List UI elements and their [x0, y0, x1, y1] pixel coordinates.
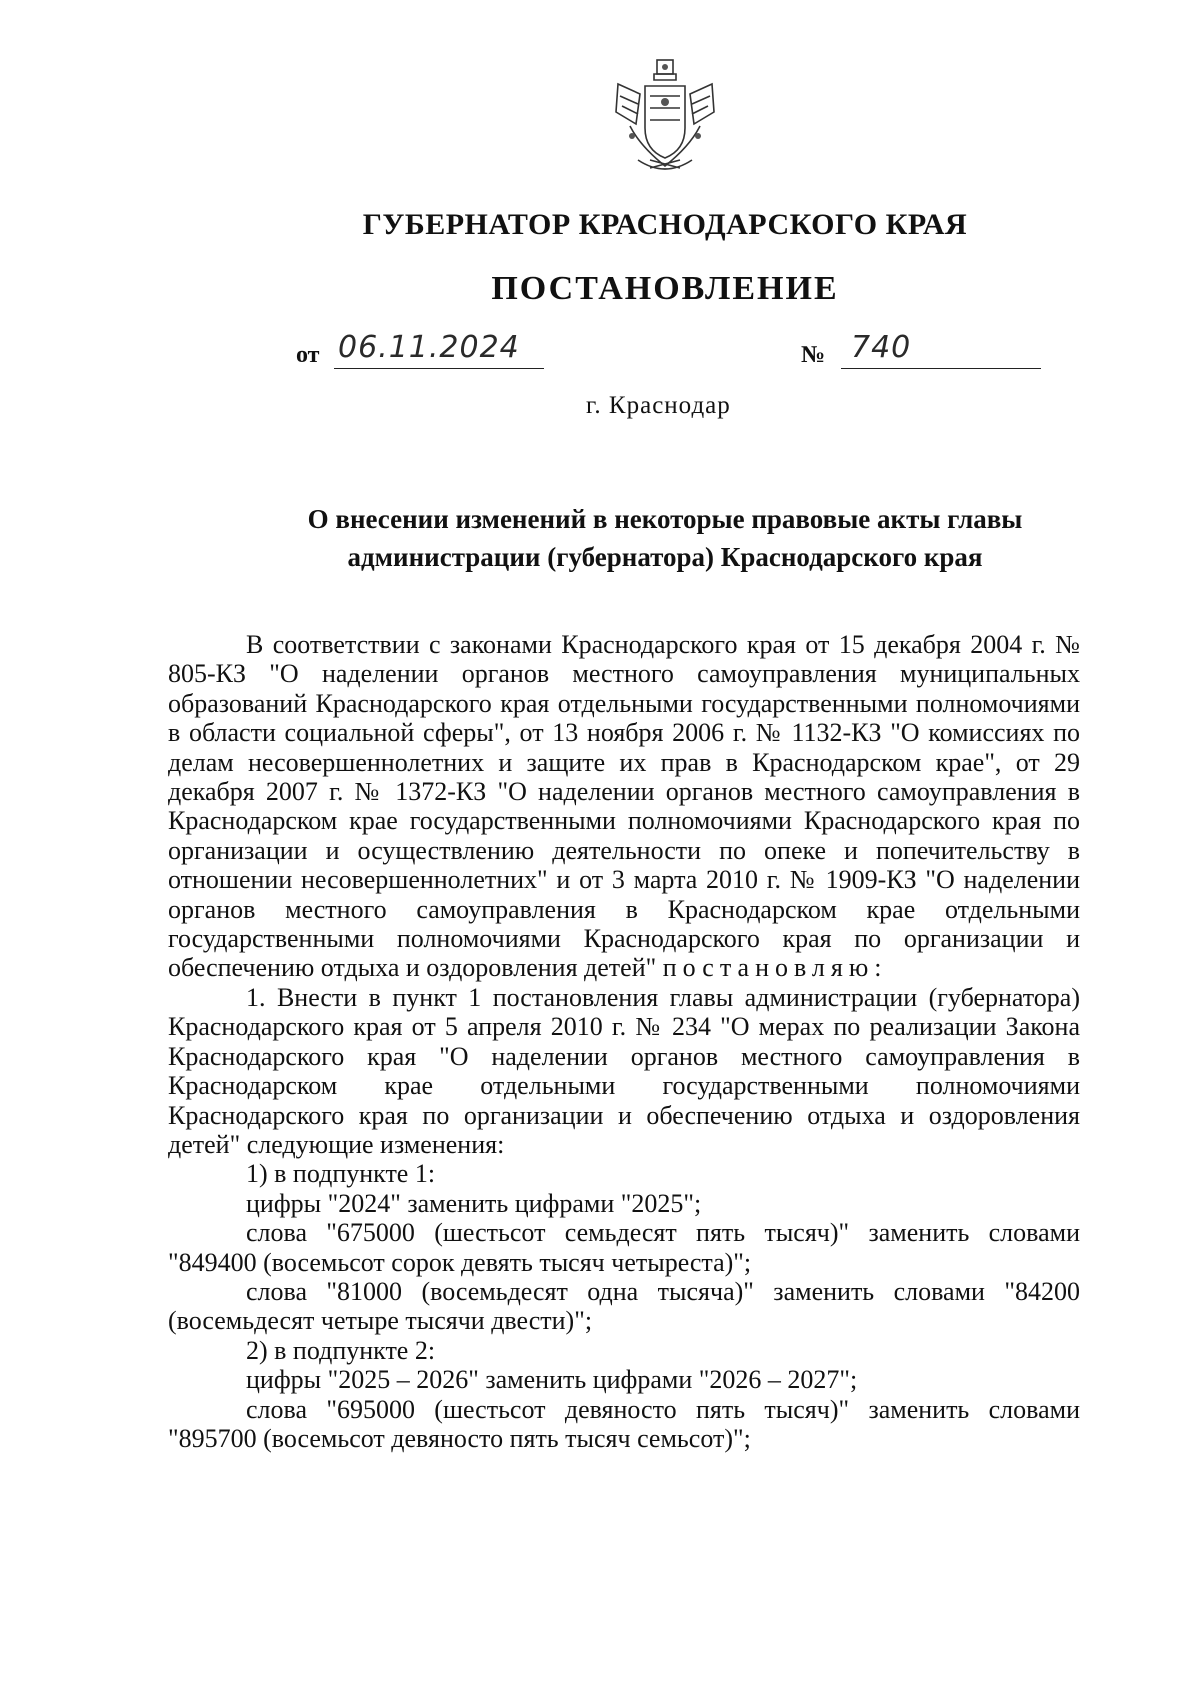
issuing-authority: ГУБЕРНАТОР КРАСНОДАРСКОГО КРАЯ — [362, 208, 968, 241]
item-1-paragraph: 1. Внести в пункт 1 постановления главы администрации (губернатора) Краснодарского края от 5 апреля 2010 г. № 234 "О мерах по реализации Закона Краснодарского края "О наделении органов местного самоуправления в Краснодарском крае отдельными государственными полномочиями Краснодарского края по организации и обеспечению отдыха и оздоровления детей" следующие изменения: — [168, 982, 1080, 1159]
title-line-2: администрации (губернатора) Краснодарского края — [347, 542, 983, 572]
city: г. Краснодар — [586, 392, 731, 419]
number-field — [841, 332, 1041, 369]
subitem-1-change-c: слова "81000 (восемьдесят одна тысяча)" заменить словами "84200 (восемьдесят четыре тысячи двести)"; — [168, 1276, 1080, 1336]
subitem-1-change-a: цифры "2024" заменить цифрами "2025"; — [246, 1188, 702, 1218]
subitem-2-change-b: слова "695000 (шестьсот девяносто пять тысяч)" заменить словами "895700 (восемьсот девяносто пять тысяч семьсот)"; — [168, 1394, 1080, 1453]
preamble-paragraph — [168, 630, 1080, 983]
preamble-text: В соответствии с законами Краснодарского края от 15 декабря 2004 г. № 805-КЗ "О наделении органов местного самоуправления муниципальных образований Краснодарского края отдельными государственными полномочиями в области социальной сферы", от 13 ноября 2006 г. № 1132-КЗ "О комиссиях по делам несовершеннолетних и защите их прав в Краснодарском крае", от 29 декабря 2007 г. № 1372-КЗ "О наделении органов местного самоуправления в Краснодарском крае государственными полномочиями Краснодарского края по организации и осуществлению деятельности по опеке и попечительству в отношении несовершеннолетних" и от 3 марта 2010 г. № 1909-КЗ "О наделении органов местного самоуправления в Краснодарском крае отдельными государственными полномочиями Краснодарского края по организации и обеспечению отдыха и оздоровления детей" — [168, 630, 1080, 983]
handwritten-number: 740 — [851, 330, 912, 365]
subitem-1-change-b: слова "675000 (шестьсот семьдесят пять тысяч)" заменить словами "849400 (восемьсот сорок девять тысяч четыреста)"; — [168, 1218, 1080, 1277]
coat-of-arms-emblem — [610, 56, 720, 186]
document-body — [168, 630, 1080, 1453]
date-field — [334, 332, 544, 369]
subitem-2-change-a: цифры "2025 – 2026" заменить цифрами "2026 – 2027"; — [246, 1365, 858, 1395]
subitem-1-heading: 1) в подпункте 1: — [246, 1159, 436, 1189]
subitem-2-heading: 2) в подпункте 2: — [246, 1335, 436, 1365]
document-type: ПОСТАНОВЛЕНИЕ — [491, 270, 839, 307]
title-line-1: О внесении изменений в некоторые правовые акты главы — [307, 504, 1023, 534]
document-title — [230, 500, 1100, 576]
date-number-row — [296, 332, 1056, 372]
date-prefix: от — [296, 342, 320, 368]
number-label: № — [801, 342, 826, 368]
decree-word: постановляю: — [662, 953, 888, 983]
handwritten-date: 06.11.2024 — [338, 330, 520, 365]
